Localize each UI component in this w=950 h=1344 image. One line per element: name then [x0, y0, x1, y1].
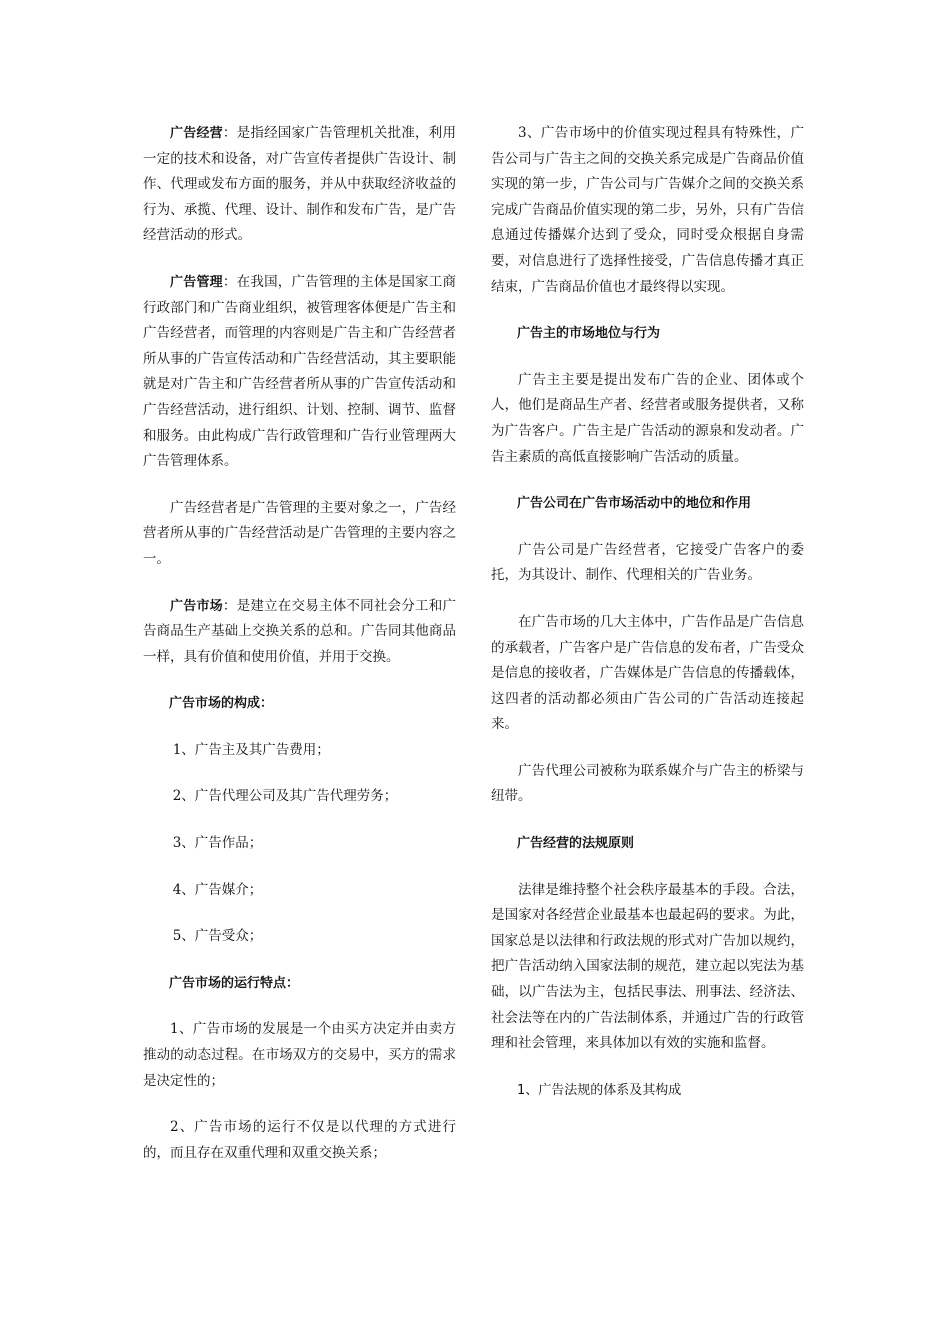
paragraph-legal: 法律是维持整个社会秩序最基本的手段。合法，是国家对各经营企业最基本也最起码的要求。为此，国家总是以法律和行政法规的形式对广告加以规约，把广告活动纳入国家法制的规范，建立起以宪法为基础，以广告法为主，包括民事法、刑事法、经济法、社会法等在内的广告法制体系，并通过广告的行政管理和社会管理，来具体加以有效的实施和监督。 — [491, 881, 804, 1052]
paragraph-advertising-operation — [143, 121, 456, 249]
definition-text: ：是建立在交易主体不同社会分工和广告商品生产基础上交换关系的总和。广告同其他商品一样，具有价值和使用价值，并用于交换。 — [143, 597, 456, 665]
right-column — [491, 121, 804, 1124]
paragraph-feature-3: 3、广告市场中的价值实现过程具有特殊性，广告公司与广告主之间的交换关系完成是广告商品价值实现的第一步，广告公司与广告媒介之间的交换关系完成广告商品价值实现的第二步，另外，只有广告信息通过传播媒介达到了受众，同时受众根据自身需要，对信息进行了选择性接受，广告信息传播才真正结束，广告商品价值也才最终得以实现。 — [491, 125, 804, 295]
list-item: 4、广告媒介； — [172, 881, 263, 898]
term-advertising-management: 广告管理 — [170, 274, 223, 290]
heading-legal-principles: 广告经营的法规原则 — [517, 836, 635, 852]
paragraph-advertising-market — [143, 594, 456, 671]
list-item: 1、广告主及其广告费用； — [172, 741, 330, 758]
list-item: 5、广告受众； — [172, 928, 263, 945]
term-advertising-operation: 广告经营 — [170, 126, 223, 141]
paragraph-advertising-management — [143, 270, 456, 475]
subheading-law-system: 1、广告法规的体系及其构成 — [517, 1082, 682, 1098]
paragraph-agency-bridge: 广告代理公司被称为联系媒介与广告主的桥梁与纽带。 — [491, 762, 804, 805]
paragraph-advertiser: 广告主主要是提出发布广告的企业、团体或个人，他们是商品生产者、经营者或服务提供者，又称为广告客户。广告主是广告活动的源泉和发动者。广告主素质的高低直接影响广告活动的质量。 — [491, 371, 804, 465]
heading-market-composition: 广告市场的构成： — [169, 696, 274, 712]
paragraph-agency: 广告公司是广告经营者，它接受广告客户的委托，为其设计、制作、代理相关的广告业务。 — [491, 541, 804, 584]
list-item: 3、广告作品； — [172, 835, 263, 852]
heading-advertiser-position: 广告主的市场地位与行为 — [517, 326, 661, 342]
left-column — [143, 121, 456, 1187]
paragraph-feature-1: 1、广告市场的发展是一个由买方决定并由卖方推动的动态过程。在市场双方的交易中，买方的需求是决定性的； — [143, 1021, 456, 1089]
heading-agency-role: 广告公司在广告市场活动中的地位和作用 — [517, 496, 752, 512]
list-item: 2、广告代理公司及其广告代理劳务； — [172, 788, 398, 805]
definition-text: ：是指经国家广告管理机关批准，利用一定的技术和设备，对广告宣传者提供广告设计、制作、代理或发布方面的服务，并从中获取经济收益的行为、承揽、代理、设计、制作和发布广告，是广告经营活动的形式。 — [143, 125, 456, 244]
heading-market-features: 广告市场的运行特点： — [169, 975, 300, 991]
paragraph-advertising-operator: 广告经营者是广告管理的主要对象之一，广告经营者所从事的广告经营活动是广告管理的主要内容之一。 — [143, 499, 456, 567]
definition-text: ：在我国，广告管理的主体是国家工商行政部门和广告商业组织，被管理客体便是广告主和广告经营者，而管理的内容则是广告主和广告经营者所从事的广告宣传活动和广告经营活动，其主要职能就是对广告主和广告经营者所从事的广告宣传活动和广告经营活动，进行组织、计划、控制、调节、监督和服务。由此构成广告行政管理和广告行业管理两大广告管理体系。 — [143, 273, 456, 470]
term-advertising-market: 广告市场 — [170, 598, 223, 614]
paragraph-feature-2: 2、广告市场的运行不仅是以代理的方式进行的，而且存在双重代理和双重交换关系； — [143, 1119, 456, 1161]
paragraph-market-subjects: 在广告市场的几大主体中，广告作品是广告信息的承载者，广告客户是广告信息的发布者，广告受众是信息的接收者，广告媒体是广告信息的传播载体，这四者的活动都必须由广告公司的广告活动连接起来。 — [491, 613, 804, 733]
